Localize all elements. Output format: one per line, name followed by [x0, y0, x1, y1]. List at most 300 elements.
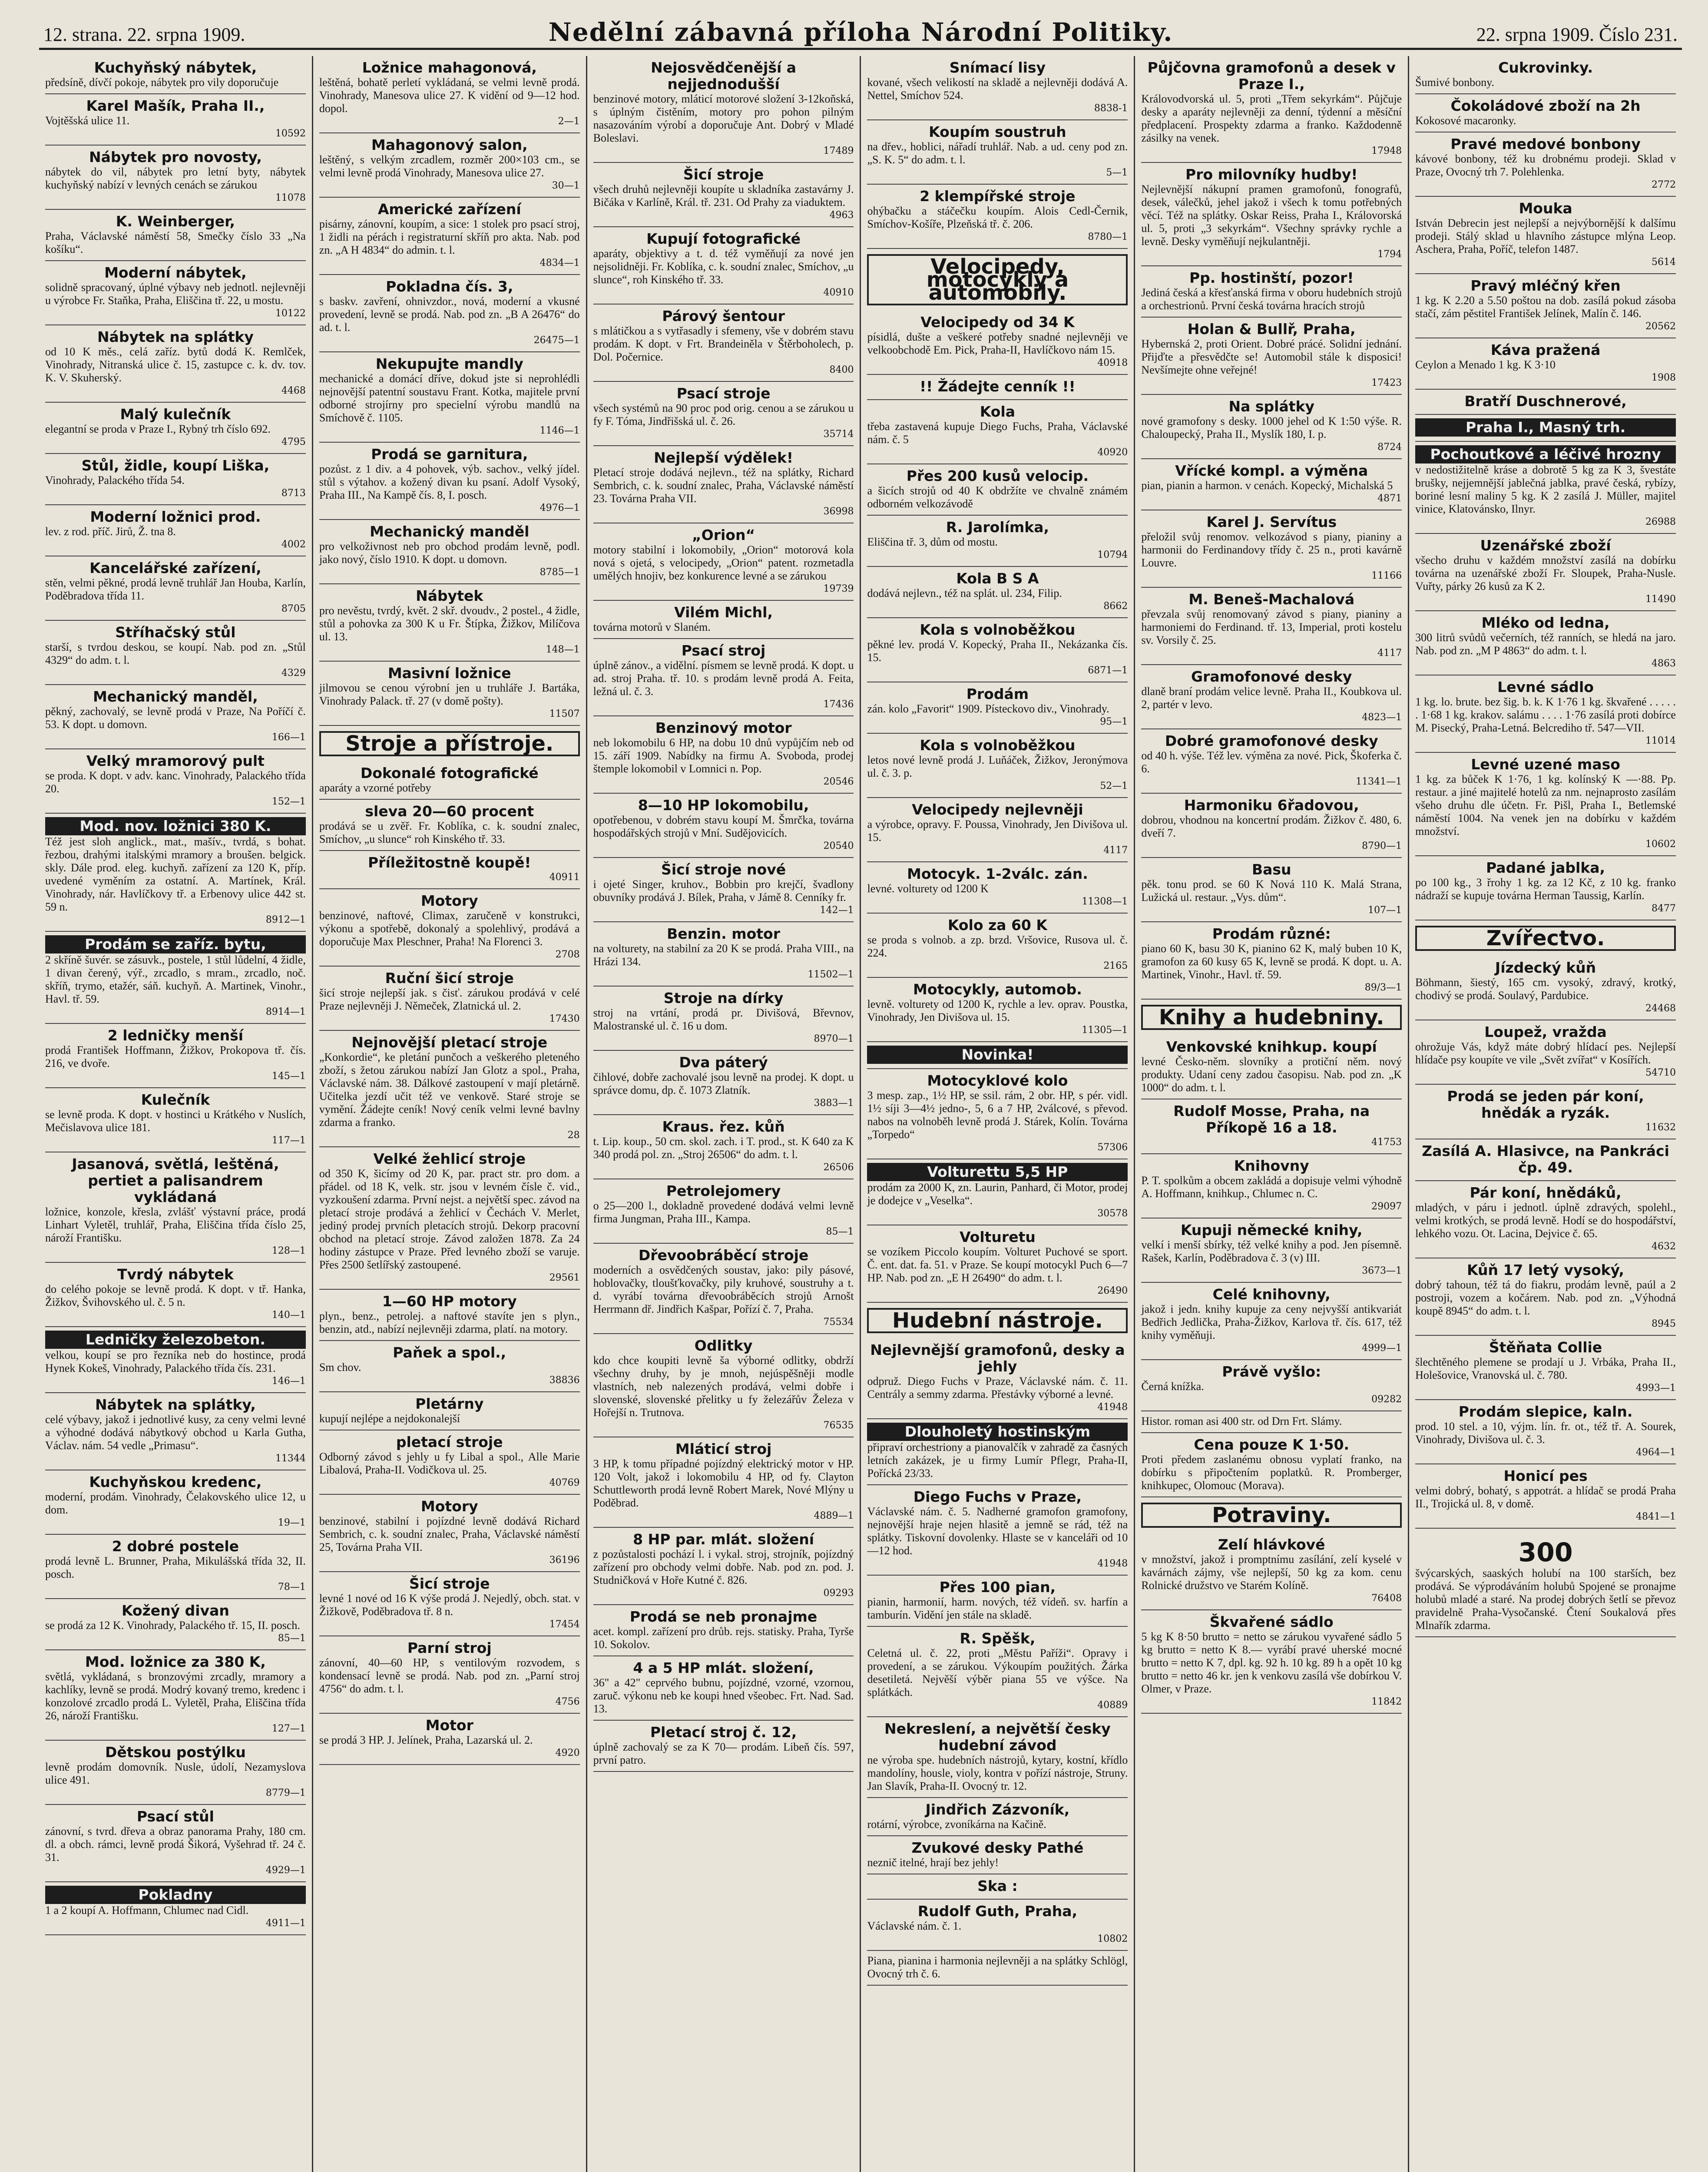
ad-number: 09282: [1371, 1394, 1402, 1405]
ad-body: předsíně, dívčí pokoje, nábytek pro vily doporučuje: [45, 76, 279, 89]
ad-body: piano 60 K, basu 30 K, pianino 62 K, malý buben 10 K, gramofon za 60 kusy 65 K, levně se prodá. K dopt. u. A. Martinek, Vinohr., Havl. tř. 59.: [1141, 942, 1402, 981]
ad-title: Prodám slepice, kaln.: [1458, 1403, 1633, 1420]
ad-title: Nejnovější pletací stroje: [351, 1034, 548, 1051]
ad-title: pletací stroje: [396, 1434, 503, 1450]
classified-ad: [45, 1024, 306, 1088]
classified-ad: [1415, 675, 1676, 753]
ad-number: 8790—1: [1362, 841, 1402, 851]
header-issue-number: 22. srpna 1909. Číslo 231.: [1476, 24, 1678, 45]
ad-body: zánovní, 40—60 HP, s ventilovým rozvodem, s kondensací levně se prodá. Nab. pod zn. „Parní stroj 4756“ do adm. t. l.: [319, 1656, 580, 1695]
classified-ad: [867, 1069, 1128, 1159]
classified-ad: [319, 662, 580, 726]
ad-title: Loupež, vražda: [1484, 1023, 1607, 1040]
classified-ad: [1415, 753, 1676, 856]
ad-number: 2772: [1651, 179, 1676, 190]
ad-number: 145—1: [271, 1071, 306, 1082]
ad-body: Odborný závod s jehly u fy Libal a spol., Alle Marie Libalová, Praha-II. Vodičkova ul. 25.: [319, 1450, 580, 1476]
classified-ad: [319, 133, 580, 198]
classified-ad: [593, 601, 854, 639]
ad-body: rotární, výrobce, zvoníkárna na Kačině.: [867, 1818, 1046, 1831]
ad-body: prodá František Hoffmann, Žižkov, Prokopova tř. čís. 216, ve dvoře.: [45, 1044, 306, 1069]
ad-number: 38836: [549, 1375, 580, 1386]
ad-title: Pletárny: [415, 1395, 484, 1412]
classified-ad: [593, 1528, 854, 1605]
ad-body: mechanické a domácí dříve, dokud jste si neprohlédli nejnovější patentní soustavu Frant. Kotka, majitele první odborné strojírny pro specielní výrobu mandlů na Smíchově č. 1105.: [319, 372, 580, 424]
ad-title: Pletací stroj č. 12,: [650, 1724, 797, 1741]
classified-ad: [1415, 1563, 1676, 1637]
classified-ad: [45, 1882, 306, 1935]
ad-body: velkou, koupí se pro řezníka neb do hostince, prodá Hynek Kokeš, Vinohrady, Palackého třída čís. 231.: [45, 1349, 306, 1374]
classified-ad: [867, 464, 1128, 516]
classified-ad: [319, 275, 580, 352]
classified-ad: [319, 800, 580, 851]
ad-number: 76535: [823, 1420, 854, 1431]
classified-ad: [1141, 665, 1402, 729]
classified-ad: [1415, 956, 1676, 1020]
ad-number: 41753: [1371, 1137, 1402, 1148]
ad-number: 117—1: [271, 1135, 306, 1146]
ad-title: Benzinový motor: [655, 719, 792, 736]
classified-ad: [1415, 274, 1676, 338]
ad-title: Masivní ložnice: [387, 665, 511, 682]
ad-body: Jediná česká a křesťanská firma v oboru hudebních strojů a orchestrionů. První česká továrna hracích strojů: [1141, 286, 1402, 312]
ad-body: prod. 10 stel. a 10, výjm. lín. fr. ot., též tř. A. Sourek, Vinohrady, Divišova ul. č. 3.: [1415, 1420, 1676, 1446]
ad-title: Benzin. motor: [667, 925, 780, 942]
ad-body: 3 HP, k tomu případné pojízdný elektrický motor v HP. 120 Volt, jakož i lokomobilu 4 HP, od fy. Clayton Schuttleworth prodá levně Robert Marek, Nové Mlýny u Poděbrad.: [593, 1457, 854, 1509]
ad-title: Rudolf Guth, Praha,: [917, 1903, 1078, 1920]
ad-body: 36" a 42" ceprvého bubnu, pojízdné, vzorné, vzornou, zaruč. výkonu neb ke koupi hned všeobec. Frt. Nad. Sad. 13.: [593, 1676, 854, 1715]
ad-title: Přes 200 kusů velocip.: [906, 467, 1089, 484]
ad-title: Venkovské knihkup. koupí: [1166, 1038, 1377, 1055]
ad-body: levně. volturety od 1200 K, rychle a lev. oprav. Poustka, Vinohrady, Jen Divišova ul. 15.: [867, 998, 1128, 1023]
ad-body: 2 skříně šuvér. se zásuvk., postele, 1 stůl lůdelní, 4 židle, 1 divan čerený, výř., zrcadlo, s mram., zrcadlo, noč. skříň, trymo, etažér, sáň. kuchyň. A. Martinek, Vinohr., Havl. tř. 59.: [45, 954, 306, 1005]
ad-number: 128—1: [271, 1245, 306, 1256]
ad-body: na dřev., hoblici, nářadí truhlář. Nab. a ud. ceny pod zn. „S. K. 5“ do adm. t. l.: [867, 140, 1128, 166]
ad-title: Vřícké kompl. a výměna: [1175, 462, 1368, 479]
classified-ad: [319, 1572, 580, 1636]
ad-title: Uzenářské zboží: [1480, 537, 1611, 554]
column-5: [1135, 56, 1409, 2172]
ad-number: 2—1: [558, 116, 580, 127]
ad-number: 30—1: [552, 180, 580, 191]
ad-body: moderní, prodám. Vinohrady, Čelakovského ulice 12, u dom.: [45, 1490, 306, 1516]
ad-number: 76408: [1371, 1593, 1402, 1604]
ad-body: v množství, jakož i promptnímu zasílání, zelí kyselé v kavárnách zájmy, vše nejlepší, 50 kg za kom. cenu Rolnické družstvo ve Starém Kolíně.: [1141, 1553, 1402, 1592]
ad-body: 3 mesp. zap., 1½ HP, se ssil. rám, 2 obr. HP, s pér. vidl. 1½ síji 3—4½ jedno-, 5, 6 a 7 HP, 2válcové, s převod. nabos na volnoběh levně prodá J. Stárek, Kolín. Továrna „Torpedo“: [867, 1089, 1128, 1141]
ad-body: acet. kompl. zařízení pro drůb. rejs. statisky. Praha, Tyrše 10. Sokolov.: [593, 1625, 854, 1651]
classified-ad: [593, 922, 854, 987]
ad-number: 4999—1: [1362, 1343, 1402, 1354]
ad-body: Kokosové macaronky.: [1415, 114, 1516, 127]
ad-number: 17430: [549, 1013, 580, 1024]
ad-number: 4863: [1651, 658, 1676, 669]
ad-body: se proda s volnob. a zp. brzd. Vršovice, Rusova ul. č. 224.: [867, 934, 1128, 959]
ad-number: 28: [567, 1130, 580, 1141]
ad-title: R. Spěšk,: [960, 1630, 1036, 1647]
ad-title: Jízdecký kůň: [1495, 959, 1596, 976]
ad-title: Kola B S A: [956, 570, 1039, 587]
classified-ad: [593, 1605, 854, 1656]
ad-number: 11305—1: [1082, 1025, 1128, 1036]
classified-ad: [593, 305, 854, 382]
ad-body: dobrý tahoun, též tá do fiakru, prodám levně, paúl a 2 postroji, vozem a kočárem. Nab. pod zn. „Výhodná koupě 8945“ do adm. t. l.: [1415, 1278, 1676, 1317]
classified-ad: [319, 851, 580, 889]
ad-title: Stříhačský stůl: [115, 624, 236, 641]
ad-number: 4976—1: [540, 503, 580, 513]
ad-title: Stůl, židle, koupí Liška,: [81, 457, 270, 474]
ad-body: Piana, pianina i harmonia nejlevněji a na splátky Schlögl, Ovocný trh č. 6.: [867, 1954, 1128, 1980]
classified-ad: [1415, 1464, 1676, 1529]
ad-body: světlá, vykládaná, s bronzovými zrcadly, mramory a kachlíky, levně se prodá. Modrý kovaný tremo, kredenc i konzolové zrcadlo prodá L. Vyletěl, Praha, Eliščina třída 26, nároží Františku.: [45, 1670, 306, 1722]
ad-title: „Orion“: [692, 526, 755, 543]
ad-title: Motocyk. 1-2válc. zán.: [907, 865, 1088, 882]
ad-number: 8970—1: [814, 1033, 854, 1044]
ad-body: se prodá 3 HP. J. Jelínek, Praha, Lazarská ul. 2.: [319, 1734, 533, 1746]
classified-ad: [45, 403, 306, 454]
ad-number: 75534: [823, 1317, 854, 1328]
ad-body: všech druhů nejlevněji koupíte u skladníka zastavárny J. Bičáka v Karlíně, Král. tř. 231. Od Prahy za viaduktem.: [593, 183, 854, 209]
ad-number: 4871: [1377, 493, 1402, 504]
ad-number: 1146—1: [540, 425, 580, 436]
ad-number: 26475—1: [533, 335, 580, 346]
ad-title: Psací stroj: [681, 642, 766, 659]
ad-body: po 100 kg., 3 řrohy 1 kg. za 12 Kč, z 10 kg. franko nádraží se kupuje továrna Herman Taussig, Karlín.: [1415, 876, 1676, 902]
classified-ad: [867, 1874, 1128, 1900]
ad-number: 40918: [1097, 358, 1128, 368]
ad-number: 11014: [1645, 735, 1676, 746]
ad-title: Dobré gramofonové desky: [1165, 732, 1378, 749]
ad-number: 4964—1: [1635, 1447, 1676, 1458]
ad-title: Tvrdý nábytek: [117, 1266, 234, 1283]
ad-body: v nedostižitelně kráse a dobrotě 5 kg za K 3, švestáte brušky, nejjemnější jablečná jablka, pravé česká, rybízy, boriné lesní maliny 5 kg. K 2 zasílá J. Müller, majitel vinice, Klatovánsko, Ilnyr.: [1415, 464, 1676, 515]
ad-title: Kůň 17 letý vysoký,: [1466, 1261, 1625, 1278]
ad-body: 5 kg K 8·50 brutto = netto se zárukou vyvařené sádlo 5 kg brutto = netto K 8.— vyrábí pravé uherské mocné brutto = netto K 7, dpl. kg. 92 h. 10 kg. 89 h a opět 10 kg brutto = netto 46 kr. jen k venkovu zasílá vše dobírkou V. Olmer, v Praze.: [1141, 1630, 1402, 1695]
classified-ad: [867, 734, 1128, 798]
ad-body: P. T. spolkům a obcem zakládá a dopisuje velmi výhodně A. Hoffmann, knihkup., Chlumec n. C.: [1141, 1174, 1402, 1200]
classified-ad: [1415, 442, 1676, 534]
column-1: [39, 56, 313, 2172]
ad-number: 10794: [1097, 550, 1128, 560]
header-publication-title: Nedělní zábavná příloha Národní Politiky.: [548, 17, 1173, 47]
ad-body: lev. z rod. příč. Jirů, Ž. tna 8.: [45, 525, 176, 538]
column-6: [1409, 56, 1682, 2172]
ad-body: Pletací stroje dodává nejlevn., též na splátky, Richard Sembrich, c. k. soudní znalec, Praha, Václavské náměstí 23. Továrna Praha VII.: [593, 466, 854, 505]
ad-title: Stroje na dírky: [663, 990, 784, 1007]
ad-body: starší, s tvrdou deskou, se koupí. Nab. pod zn. „Stůl 4329“ do adm. t. l.: [45, 641, 306, 666]
ad-title: 2 dobré postele: [112, 1538, 239, 1555]
ad-number: 20546: [823, 776, 854, 787]
ad-number: 152—1: [271, 796, 306, 807]
classified-ad: [1141, 1154, 1402, 1218]
ad-number: 10592: [275, 128, 306, 139]
ad-title: Prodám: [966, 685, 1029, 702]
classified-ad: [1415, 415, 1676, 442]
ad-number: 24468: [1645, 1003, 1676, 1014]
ad-body: i ojeté Singer, kruhov., Bobbin pro krejčí, švadlony obuvníky prodává J. Bílek, Praha, v Jámě 8. Cenníky fr.: [593, 878, 854, 904]
ad-body: úplně zachovalý se za K 70— prodám. Libeň čís. 597, první patro.: [593, 1741, 854, 1766]
ad-title: Zvukové desky Pathé: [911, 1839, 1084, 1856]
ad-title: Dlouholetý hostinským: [867, 1423, 1128, 1441]
ad-body: pěk. tonu prod. se 60 K Nová 110 K. Malá Strana, Lužická ul. restaur. „Vys. dům“.: [1141, 878, 1402, 904]
ad-title: 1—60 HP motory: [382, 1293, 517, 1310]
ad-title: Nábytek na splátky,: [95, 1396, 256, 1413]
ad-title: Nábytek: [416, 587, 483, 604]
section-heading: Hudební nástroje.: [867, 1308, 1128, 1333]
classified-ad: [1141, 1283, 1402, 1360]
ad-number: 17423: [1371, 377, 1402, 388]
ad-number: 4756: [555, 1696, 580, 1707]
ad-number: 8912—1: [265, 914, 306, 925]
classified-ad: [867, 618, 1128, 682]
ad-number: 3883—1: [814, 1098, 854, 1109]
ad-number: 26988: [1645, 517, 1676, 527]
section-heading: Potraviny.: [1141, 1503, 1402, 1528]
ad-number: 4002: [281, 539, 306, 550]
ad-title: Šicí stroje: [409, 1575, 490, 1592]
classified-ad: [867, 1836, 1128, 1874]
ad-number: 11344: [275, 1453, 306, 1464]
ad-body: leštěný, s velkým zrcadlem, rozměr 200×103 cm., se velmi levně prodá Vinohrady, Manesova ulice 27.: [319, 153, 580, 179]
ad-number: 142—1: [820, 905, 854, 916]
ad-number: 148—1: [546, 644, 580, 655]
ad-number: 26490: [1097, 1285, 1128, 1296]
ad-body: se proda. K dopt. v adv. kanc. Vinohrady, Palackého třída 20.: [45, 769, 306, 795]
classified-ad: [1141, 459, 1402, 510]
classified-ad: [867, 682, 1128, 734]
classified-ad: [1141, 922, 1402, 1000]
classified-ad: [867, 311, 1128, 375]
ad-title: Holan & Bullř, Praha,: [1187, 321, 1356, 338]
ad-title: Kraus. řez. kůň: [662, 1118, 785, 1135]
ad-body: levné 1 nové od 16 K výše prodá J. Nejedlý, obch. stat. v Žižkově, Poděbradova tř. 8 n.: [319, 1592, 580, 1618]
ad-number: 4911—1: [265, 1918, 306, 1929]
ad-body: připraví orchestriony a pianovalčík v zahradě za časných letních zakázek, je u firmy Lumír Pflegr, Praha-II, Pořícká 23/33.: [867, 1441, 1128, 1480]
ad-title: Štěňata Collie: [1489, 1339, 1602, 1356]
ad-title: Odlitky: [694, 1337, 753, 1354]
ad-title: Zelí hlávkové: [1218, 1536, 1325, 1553]
ad-body: zánovní, s tvrd. dřeva a obraz panorama Prahy, 180 cm. dl. a obch. rámci, levně prodá Šikorá, Vyšehrad tř. 24 č. 31.: [45, 1825, 306, 1864]
classified-ad: [1415, 1085, 1676, 1139]
ad-number: 146—1: [271, 1376, 306, 1387]
classified-ad: [867, 1576, 1128, 1627]
ad-title: Ložnice mahagonová,: [362, 59, 537, 76]
ad-body: levné. volturety od 1200 K: [867, 882, 989, 895]
ad-body: pěkný, zachovalý, se levně prodá v Praze, Na Poříčí č. 53. K dopt. u domovn.: [45, 705, 306, 731]
ad-title: Na splátky: [1228, 398, 1314, 415]
ad-number: 30578: [1097, 1208, 1128, 1219]
classified-ad: [867, 1338, 1128, 1419]
classified-ad: [45, 749, 306, 814]
classified-ad: [867, 798, 1128, 862]
ad-title: Petrolejomery: [666, 1182, 781, 1199]
ad-number: 11502—1: [808, 969, 854, 980]
ad-title: Motocyklové kolo: [927, 1072, 1068, 1089]
classified-ad: [593, 1244, 854, 1334]
ad-title: Pro milovníky hudby!: [1185, 166, 1358, 183]
classified-ad: [593, 1115, 854, 1179]
ad-number: 11507: [549, 709, 580, 719]
ad-body: třeba zastavená kupuje Diego Fuchs, Praha, Václavské nám. č. 5: [867, 420, 1128, 446]
ad-body: solidně spracovaný, úplné výbavy neb jednotl. nejlevněji u výrobce Fr. Staňka, Praha, Eliščina tř. 22, u mostu.: [45, 281, 306, 307]
ad-body: „Konkordie“, ke pletání punčoch a veškerého pleteného zboží, s žetou zárukou nabízí Jan Glotz a spol., Praha, Václavské nám. 38. Dálkové zastoupení v mají pletárně. Učitelka jezdí učit též ve venkově. Staré stroje se vymění. Žádejte ceník! Nový ceník velmi levné bavlny zdarma a franko.: [319, 1051, 580, 1129]
classified-ad: [1141, 56, 1402, 163]
ad-body: t. Lip. koup., 50 cm. skol. zach. i T. prod., st. K 640 za K 340 prodá pol. zn. „Stroj 26506“ do adm. t. l.: [593, 1135, 854, 1161]
ad-body: Též jest sloh anglick., mat., mašív., tvrdá, s bohat. řezbou, drahými italskými mramory a broušen. belgick. skly. Dále prod. eleg. kuchyň. zařízení za 120 K, příp. uvedené vyměním za ostatní. A. Martínek, Král. Vinohrady, nár. Havlíčkovy tř. a Erbenovy ulice 442 st. 59 n.: [45, 835, 306, 913]
ad-body: stroj na vrtání, prodá pr. Divišová, Břevnov, Malostranské ul. č. 16 u dom.: [593, 1007, 854, 1032]
ad-number: 1908: [1651, 372, 1676, 383]
ad-body: 1 a 2 koupí A. Hoffmann, Chlumec nad Cidl.: [45, 1904, 249, 1917]
ad-title: 8—10 HP lokomobilu,: [638, 797, 809, 814]
ad-number: 10122: [275, 308, 306, 319]
ad-title: Pravý mléčný křen: [1470, 277, 1621, 294]
ad-number: 107—1: [1368, 905, 1402, 916]
classified-ad: [45, 146, 306, 210]
ad-body: Vinohrady, Palackého třída 54.: [45, 474, 185, 487]
classified-ad: [45, 1535, 306, 1599]
ad-title: 8 HP par. mlát. složení: [633, 1531, 814, 1548]
classified-ad: [319, 967, 580, 1031]
ad-body: šicí stroje nejlepší jak. s čisť. zárukou prodává v celé Praze nejlevněji J. Němeček, Zlatnická ul. 2.: [319, 987, 580, 1012]
ad-title: Malý kulečník: [120, 406, 231, 423]
classified-ad: [45, 685, 306, 749]
ad-title: Levné sádlo: [1497, 679, 1594, 695]
ad-body: Vojtěšská ulice 11.: [45, 114, 130, 127]
ad-title: Rudolf Mosse, Praha, na Příkopě 16 a 18.: [1173, 1103, 1370, 1136]
ad-title: 4 a 5 HP mlát. složení,: [633, 1659, 814, 1676]
ad-body: úplně zánov., a vidělní. písmem se levně prodá. K dopt. u ad. stroj Praha. tř. 10. s prodám levně prodá A. Feita, ležná ul. č. 3.: [593, 659, 854, 698]
ad-body: ohýbačku a stáčečku koupím. Alois Cedl-Černik, Smíchov-Košíře, Plzeňská tř. č. 206.: [867, 205, 1128, 230]
ad-number: 4841—1: [1635, 1511, 1676, 1522]
ad-title: Motocykly, automob.: [913, 981, 1082, 998]
classified-ad: [319, 1031, 580, 1147]
ad-title: Praha I., Masný trh.: [1415, 418, 1676, 437]
classified-ad: [1141, 395, 1402, 459]
ad-title: Nekreslení, a největší česky hudební závod: [884, 1720, 1111, 1754]
classified-ad: [1141, 1360, 1402, 1411]
ad-number: 11341—1: [1356, 776, 1402, 787]
ad-body: švýcarských, saaských holubí na 100 starších, bez prodává. Se výprodáváním holubů Spojené se pronajme holubů mladé a staré. Na prodej dobrých šetlí se převoz pravidelně Praha-Vysočanské. Čtení Soukalová přes Mlnařík zdarma.: [1415, 1567, 1676, 1632]
ad-body: pěkné lev. prodá V. Kopecký, Praha II., Nekázanka čís. 15.: [867, 638, 1128, 664]
ad-number: 41948: [1097, 1402, 1128, 1413]
classified-ad: [319, 762, 580, 800]
column-4: [861, 56, 1135, 2172]
ad-title: Mléko od ledna,: [1481, 614, 1610, 631]
ad-body: z pozůstalosti pochází l. i vykal. stroj, strojník, pojízdný zařízení pro obchody velmi dobře. Nab. pod zn. pod. J. Studničková v Hoře Kutné č. 826.: [593, 1548, 854, 1586]
ad-body: Böhmann, šiestý, 165 cm. vysoký, zdravý, krotký, chodivý se prodá. Soulavý, Pardubice.: [1415, 976, 1676, 1002]
classified-ad: [1415, 1258, 1676, 1336]
ad-title: Koupím soustruh: [929, 123, 1066, 140]
classified-ad: [319, 352, 580, 443]
classified-ad: [319, 1495, 580, 1572]
ad-number: 6871—1: [1088, 665, 1128, 676]
column-3: [587, 56, 861, 2172]
classified-ad: [593, 1051, 854, 1115]
ad-title: Kuchyňskou kredenc,: [89, 1473, 262, 1490]
classified-ad: [1415, 197, 1676, 274]
ad-title: sleva 20—60 procent: [365, 803, 534, 820]
ad-number: 29097: [1371, 1201, 1402, 1212]
ad-body: Celetná ul. č. 22, proti „Městu Paříži“. Opravy i provedení, a se zárukou. Výkoupím použitých. Žárka desetiletá. Nejvěší výběr piana 55 ve výšce. Na splátkách.: [867, 1647, 1128, 1699]
classified-ad: [593, 858, 854, 922]
ad-title: Motor: [425, 1717, 473, 1734]
ad-title: Mod. ložnice za 380 K,: [85, 1653, 266, 1670]
ad-body: Proti předem zaslanému obnosu vyplatí franko, na dobírku s připočtením poplatků. R. Promberger, knihkupec, Olomouc (Morava).: [1141, 1453, 1402, 1492]
ad-title: Prodá se neb pronajme: [629, 1608, 818, 1625]
ad-number: 5614: [1651, 257, 1676, 268]
ad-title: !! Žádejte cenník !!: [920, 378, 1076, 395]
ad-title: Párový šentour: [662, 308, 785, 324]
ad-body: letos nové levně prodá J. Luňáček, Žižkov, Jeronýmova ul. č. 3. p.: [867, 754, 1128, 779]
ad-title: Americké zařízení: [377, 201, 521, 218]
ad-number: 40910: [823, 287, 854, 298]
ad-body: levné Česko-něm. slovníky a protiční něm. nový produkty. Udaní ceny zadou časopisu. Nab. pod zn. „K 1000“ do adm. t. l.: [1141, 1055, 1402, 1094]
classified-ad: [867, 567, 1128, 618]
classified-ad: [319, 1341, 580, 1392]
classified-ad: [867, 1627, 1128, 1717]
ad-body: se vozíkem Piccolo koupím. Volturet Puchové se sport. Č. ent. dat. fa. 51. v Praze. Se koupí motocykl Puch 6—7 HP. Nab. pod zn. „E H 26490“ do adm. t. l.: [867, 1245, 1128, 1284]
ad-title: Velocipedy nejlevněji: [912, 801, 1083, 818]
ad-title: Velké žehlicí stroje: [373, 1150, 526, 1167]
classified-ad: [867, 1485, 1128, 1576]
ad-title: Harmoniku 6řadovou,: [1184, 797, 1359, 814]
ad-body: dlaně braní prodám velice levně. Praha II., Koubkova ul. 2, partér v levo.: [1141, 685, 1402, 711]
classified-ad: [593, 1656, 854, 1721]
ad-body: kávové bonbony, též ku drobnému prodeji. Sklad v Praze, Ovocný trh 7. Polehlenka.: [1415, 152, 1676, 178]
classified-ad: [45, 932, 306, 1024]
classified-ad: [593, 1721, 854, 1772]
ad-body: zán. kolo „Favorit“ 1909. Písteckovo div., Vinohrady.: [867, 702, 1109, 715]
ad-number: 5—1: [1106, 167, 1128, 178]
classified-ad: [593, 639, 854, 716]
ad-body: pianin, harmonií, harm. nových, též vídeň. sv. harfín a tamburín. Vidění jen stále na skladě.: [867, 1596, 1128, 1621]
ad-number: 4834—1: [540, 258, 580, 268]
ad-number: 10602: [1645, 839, 1676, 850]
classified-ad: [593, 987, 854, 1051]
ad-body: prodává se u zvěř. Fr. Koblíka, c. k. soudní znalec, Smíchov, „u slunce“ roh Kinského tř. 33.: [319, 820, 580, 845]
classified-ad: [593, 227, 854, 305]
ad-body: 1 kg. za bůček K 1·76, 1 kg. kolínský K —·88. Pp. restaur. a jiné majitelé hotelů za nm. nejnaprosto zasílám všeho druhu dle účetn. Fr. Pišl, Praha I., Betlemské náměstí 1004. Na venek jen na dobírku v každém množství.: [1415, 773, 1676, 838]
ad-title: Čokoládové zboží na 2h: [1450, 97, 1641, 114]
ad-title: Ruční šicí stroje: [385, 970, 514, 987]
classified-ad: [593, 56, 854, 163]
ad-number: 26506: [823, 1162, 854, 1173]
ad-number: 4889—1: [814, 1510, 854, 1521]
ad-title: Dřevoobráběcí stroje: [638, 1247, 809, 1264]
ad-body: nové gramofony s desky. 1000 jehel od K 1:50 výše. R. Chaloupecký, Praha II., Myslík 180, I. p.: [1141, 415, 1402, 440]
ad-body: 300 litrů svůdů večerních, též ranních, se hledá na jaro. Nab. pod zn. „M P 4863“ do adm. t. l.: [1415, 631, 1676, 657]
ad-title: Přes 100 pian,: [939, 1579, 1056, 1596]
classified-ad: [1141, 1411, 1402, 1433]
ad-number: 8400: [829, 364, 854, 375]
ad-title: Nejlepší výdělek!: [654, 449, 793, 466]
ad-body: písidlá, dušte a veškeré potřeby snadné nejlevněji ve velkoobchodě Em. Pick, Praha-II, Havlíčkovo nám 15.: [867, 331, 1128, 356]
ad-body: pian, pianin a harmon. v cenách. Kopecký, Michalská 5: [1141, 479, 1393, 492]
ad-number: 11078: [275, 192, 306, 203]
classified-ad: [319, 1147, 580, 1290]
ad-number: 40769: [549, 1477, 580, 1488]
ad-body: ne výroba spe. hudebních nástrojů, kytary, kostní, křídlo mandolíny, housle, violy, kontra v pořízí nástroje, Struny. Jan Slavík, Praha-II. Ovocný tr. 12.: [867, 1754, 1128, 1792]
ad-title: Volturetu: [959, 1228, 1036, 1245]
ad-body: jilmovou se cenou výrobní jen u truhláře J. Bartáka, Vinohrady Palack. tř. 27 (v domě pošty).: [319, 682, 580, 707]
classified-ad: [319, 1430, 580, 1495]
ad-body: Eliščina tř. 3, dům od mostu.: [867, 536, 998, 548]
ad-columns: [39, 56, 1682, 2172]
ad-title: Kupují fotografické: [646, 230, 801, 247]
ad-body: benzinové, stabilní i pojízdné levně dodává Richard Sembrich, c. k. soudní znalec, Praha, Václavské náměstí 25, Továrna Praha VII.: [319, 1515, 580, 1553]
classified-ad: [867, 1159, 1128, 1225]
ad-body: od 10 K měs., celá zaříz. bytů dodá K. Remlček, Vinohrady, Nitranská ulice č. 15, zastupce c. k. dv. tov. K. V. Skuherský.: [45, 345, 306, 384]
classified-ad: [45, 56, 306, 94]
